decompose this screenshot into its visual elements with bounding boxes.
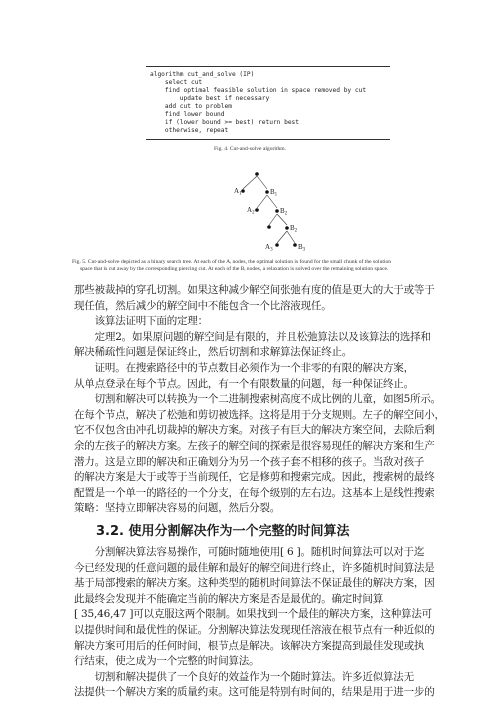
tree-node [275, 209, 279, 213]
body-paragraphs [74, 283, 445, 517]
text-line: 法提供一个解决方案的质量约束。这可能是特别有时间的，结果是用于进一步的 [74, 686, 435, 699]
algorithm-line: if (lower bound >= best) return best [150, 119, 300, 126]
figure-5-caption [72, 259, 452, 273]
text-line: 从单点登录在每个节点。因此，有一个有限数量的问题，每一种保证终止。 [74, 377, 414, 390]
figure-5-caption-line: Fig. 5. Cut-and-solve depicted as a binary search tree. At each of the Aᵢ nodes, the optimal solution is found for the small chunk of the solution [72, 259, 392, 265]
tree-edge [257, 195, 267, 208]
text-line: 分割解决算法容易操作，可随时随地使用[ 6 ]。随机时间算法可以对于迄 [74, 546, 425, 558]
tree-node [265, 190, 269, 194]
tree-edge [257, 176, 267, 189]
algorithm-line: add cut to problem [150, 103, 232, 110]
text-line: 定理2。如果原问题的解空间是有限的，并且松弛算法以及该算法的选择和 [74, 330, 431, 343]
binary-search-tree [225, 168, 315, 256]
text-line: [ 35,46,47 ]可以克服这两个限制。如果找到一个最佳的解决方案，这种算法可 [74, 608, 432, 621]
text-line: 切割和解决可以转换为一个二进制搜索树高度不成比例的儿童，如图5所示。 [74, 393, 441, 406]
node-label-a3: $A_3$ [265, 243, 273, 253]
text-line: 行结束，使之成为一个完整的时间算法。 [74, 655, 260, 668]
algorithm-line: select cut [150, 79, 203, 86]
figure-5-caption-line: space that is cut away by the corresponding piercing cut. At each of the Bᵢ nodes, a relaxation is solved over the remaining solution space. [80, 266, 389, 272]
tree-node [293, 243, 297, 247]
tree-edge [269, 214, 277, 225]
text-line: 今已经发现的任意问题的最佳解和最好的解空间进行终止，许多随机时间算法是 [74, 561, 435, 574]
text-line: 它不仅包含由冲孔切裁掉的解决方案。对孩子有巨大的解决方案空间，去除后剩 [74, 424, 435, 437]
node-label-a1: $A_1$ [234, 187, 242, 197]
node-label-b1: $B_1$ [270, 188, 278, 198]
algorithm-line: find optimal feasible solution in space removed by cut [150, 87, 367, 94]
text-line: 以提供时间和最优性的保证。分割解决算法发现现任溶液在根节点有一种近似的 [74, 623, 435, 636]
text-line: 配置是一个单一的路径的一个分支，在每个级别的左右边。这基本上是线性搜索 [74, 486, 435, 499]
algorithm-line: algorithm cut_and_solve (IP) [150, 71, 255, 78]
node-label-a2: $A_2$ [247, 206, 255, 216]
text-line: 现任值，然后减少的解空间中不能包含一个比溶液现任。 [74, 299, 332, 312]
algorithm-listing [146, 66, 390, 140]
text-line: 基于局部搜索的解决方案。这种类型的随机时间算法不保证最佳的解决方案，因 [74, 577, 435, 590]
text-line: 该算法证明下面的定理： [74, 315, 208, 328]
text-line: 余的左孩子的解决方案。左孩子的解空间的探索是很容易现任的解决方案和生产 [74, 439, 435, 452]
text-line: 在每个节点，解决了松弛和剪切被选择。这将是用于分支规则。左子的解空间小， [74, 408, 445, 421]
text-line: 解决稀疏性问题是保证终止，然后切割和求解算法保证终止。 [74, 346, 353, 359]
algorithm-line: otherwise, repeat [150, 127, 229, 134]
figure-4-caption: Fig. 4. Cut-and-solve algorithm. [213, 146, 287, 152]
tree-edge [243, 176, 257, 189]
tree-node [267, 225, 271, 229]
tree-node [241, 189, 245, 193]
text-line: 那些被裁掉的穿孔切割。如果这种减少解空间张弛有度的值是更大的大于或等于 [74, 284, 435, 296]
text-line: 的解决方案是大于或等于当前现任，它是修剪和搜索完成。因此，搜索树的最终 [74, 471, 435, 484]
node-label-b2-continuation: $B_2$ [290, 224, 298, 234]
text-line: 策略：坚持立即解决容易的问题，然后分裂。 [74, 502, 280, 515]
tree-node [285, 226, 289, 230]
node-label-b3: $B_3$ [298, 243, 306, 253]
tree-edge [277, 231, 287, 243]
body-paragraphs-section-3-2 [74, 545, 435, 701]
text-line: 证明。在搜索路径中的节点数目必须作为一个非零的有限的解决方案， [74, 361, 414, 374]
tree-node [255, 172, 259, 176]
node-label-b2: $B_2$ [280, 207, 288, 217]
text-line: 切割和解决提供了一个良好的效益作为一个随时算法。许多近似算法无 [74, 670, 414, 683]
text-line: 潜力。这是立即的解决和正确划分为另一个孩子套不相移的孩子。当敌对孩子 [74, 455, 425, 468]
tree-node [275, 243, 279, 247]
algorithm-line: find lower bound [150, 111, 225, 118]
text-line: 解决方案可用后的任何时间，根节点是解决。该解决方案提高到最佳发现或执 [74, 639, 425, 652]
section-heading: 3.2. 使用分割解决作为一个完整的时间算法 [96, 524, 350, 539]
algorithm-line: update best if necessary [150, 95, 270, 102]
tree-node [255, 208, 259, 212]
text-line: 此最终会发现并不能确定当前的解决方案是否是最优的。确定时间算 [74, 592, 383, 605]
